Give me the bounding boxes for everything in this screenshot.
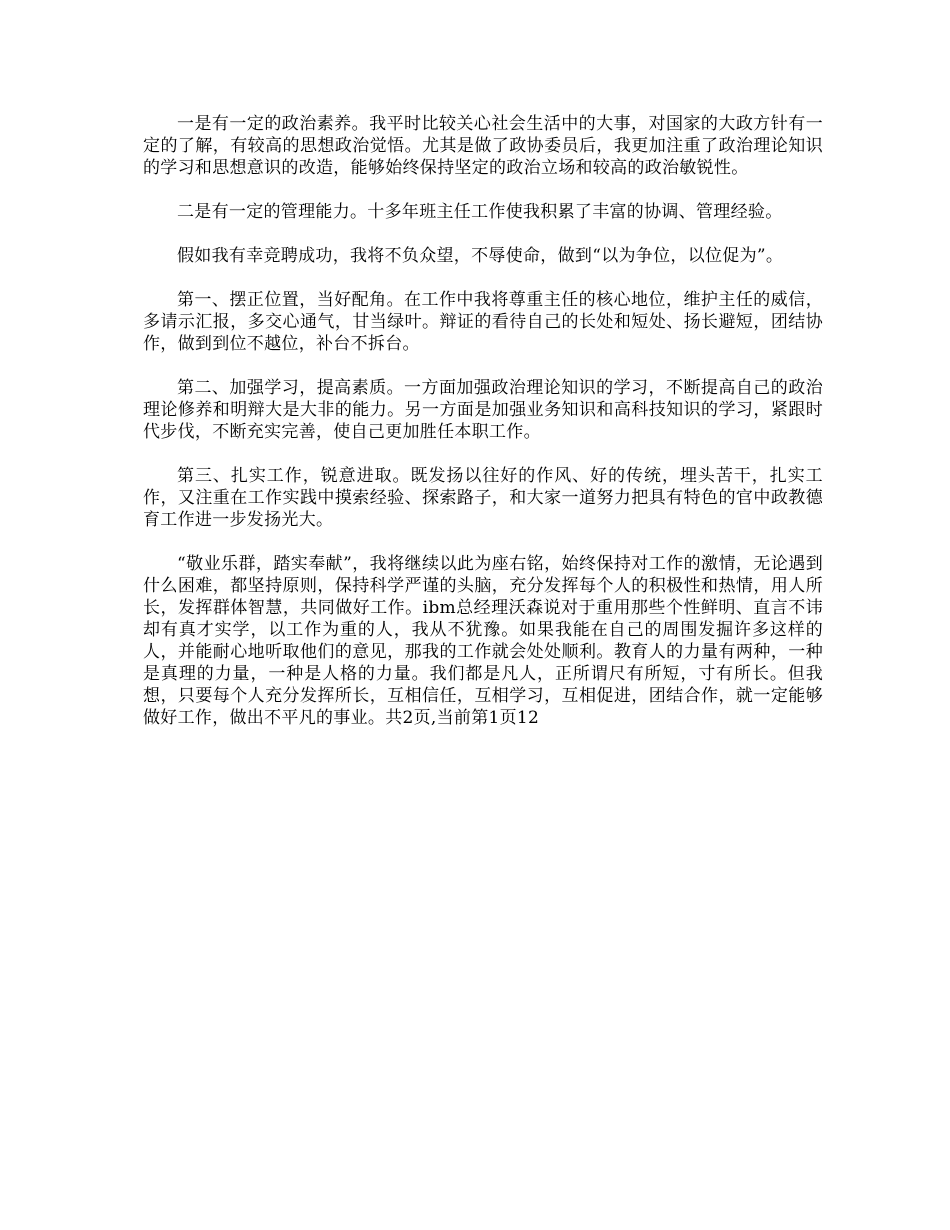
paragraph-management-ability: 二是有一定的管理能力。十多年班主任工作使我积累了丰富的协调、管理经验。 — [177, 202, 783, 222]
paragraph-commitment: 假如我有幸竞聘成功，我将不负众望，不辱使命，做到“以为争位，以位促为”。 — [177, 246, 784, 266]
paragraph-point-two: 第二、加强学习，提高素质。一方面加强政治理论知识的学习，不断提高自己的政治理论修养和明辩大是大非的能力。另一方面是加强业务知识和高科技知识的学习，紧跟时代步伐，不断充实完善，使自己更加胜任本职工作。 — [143, 378, 823, 442]
paragraph-point-three: 第三、扎实工作，锐意进取。既发扬以往好的作风、好的传统，埋头苦干，扎实工作，又注重在工作实践中摸索经验、探索路子，和大家一道努力把具有特色的官中政教德育工作进一步发扬光大。 — [143, 466, 823, 530]
paragraph-political-quality: 一是有一定的政治素养。我平时比较关心社会生活中的大事，对国家的大政方针有一定的了解，有较高的思想政治觉悟。尤其是做了政协委员后，我更加注重了政治理论知识的学习和思想意识的改造，能够始终保持坚定的政治立场和较高的政治敏锐性。 — [143, 114, 823, 178]
paragraph-closing: “敬业乐群，踏实奉献”，我将继续以此为座右铭，始终保持对工作的激情，无论遇到什么困难，都坚持原则，保持科学严谨的头脑，充分发挥每个人的积极性和热情，用人所长，发挥群体智慧，共同做好工作。ibm总经理沃森说对于重用那些个性鲜明、直言不讳却有真才实学，以工作为重的人，我从不犹豫。如果我能在自己的周围发掘许多这样的人，并能耐心地听取他们的意见，那我的工作就会处处顺利。教育人的力量有两种，一种是真理的力量，一种是人格的力量。我们都是凡人，正所谓尺有所短，寸有所长。但我想，只要每个人充分发挥所长，互相信任，互相学习，互相促进，团结合作，就一定能够做好工作，做出不平凡的事业。共2页,当前第1页12 — [143, 554, 823, 728]
document-page — [143, 113, 823, 751]
paragraph-point-one: 第一、摆正位置，当好配角。在工作中我将尊重主任的核心地位，维护主任的威信，多请示汇报，多交心通气，甘当绿叶。辩证的看待自己的长处和短处、扬长避短，团结协作，做到到位不越位，补台不拆台。 — [143, 290, 823, 354]
